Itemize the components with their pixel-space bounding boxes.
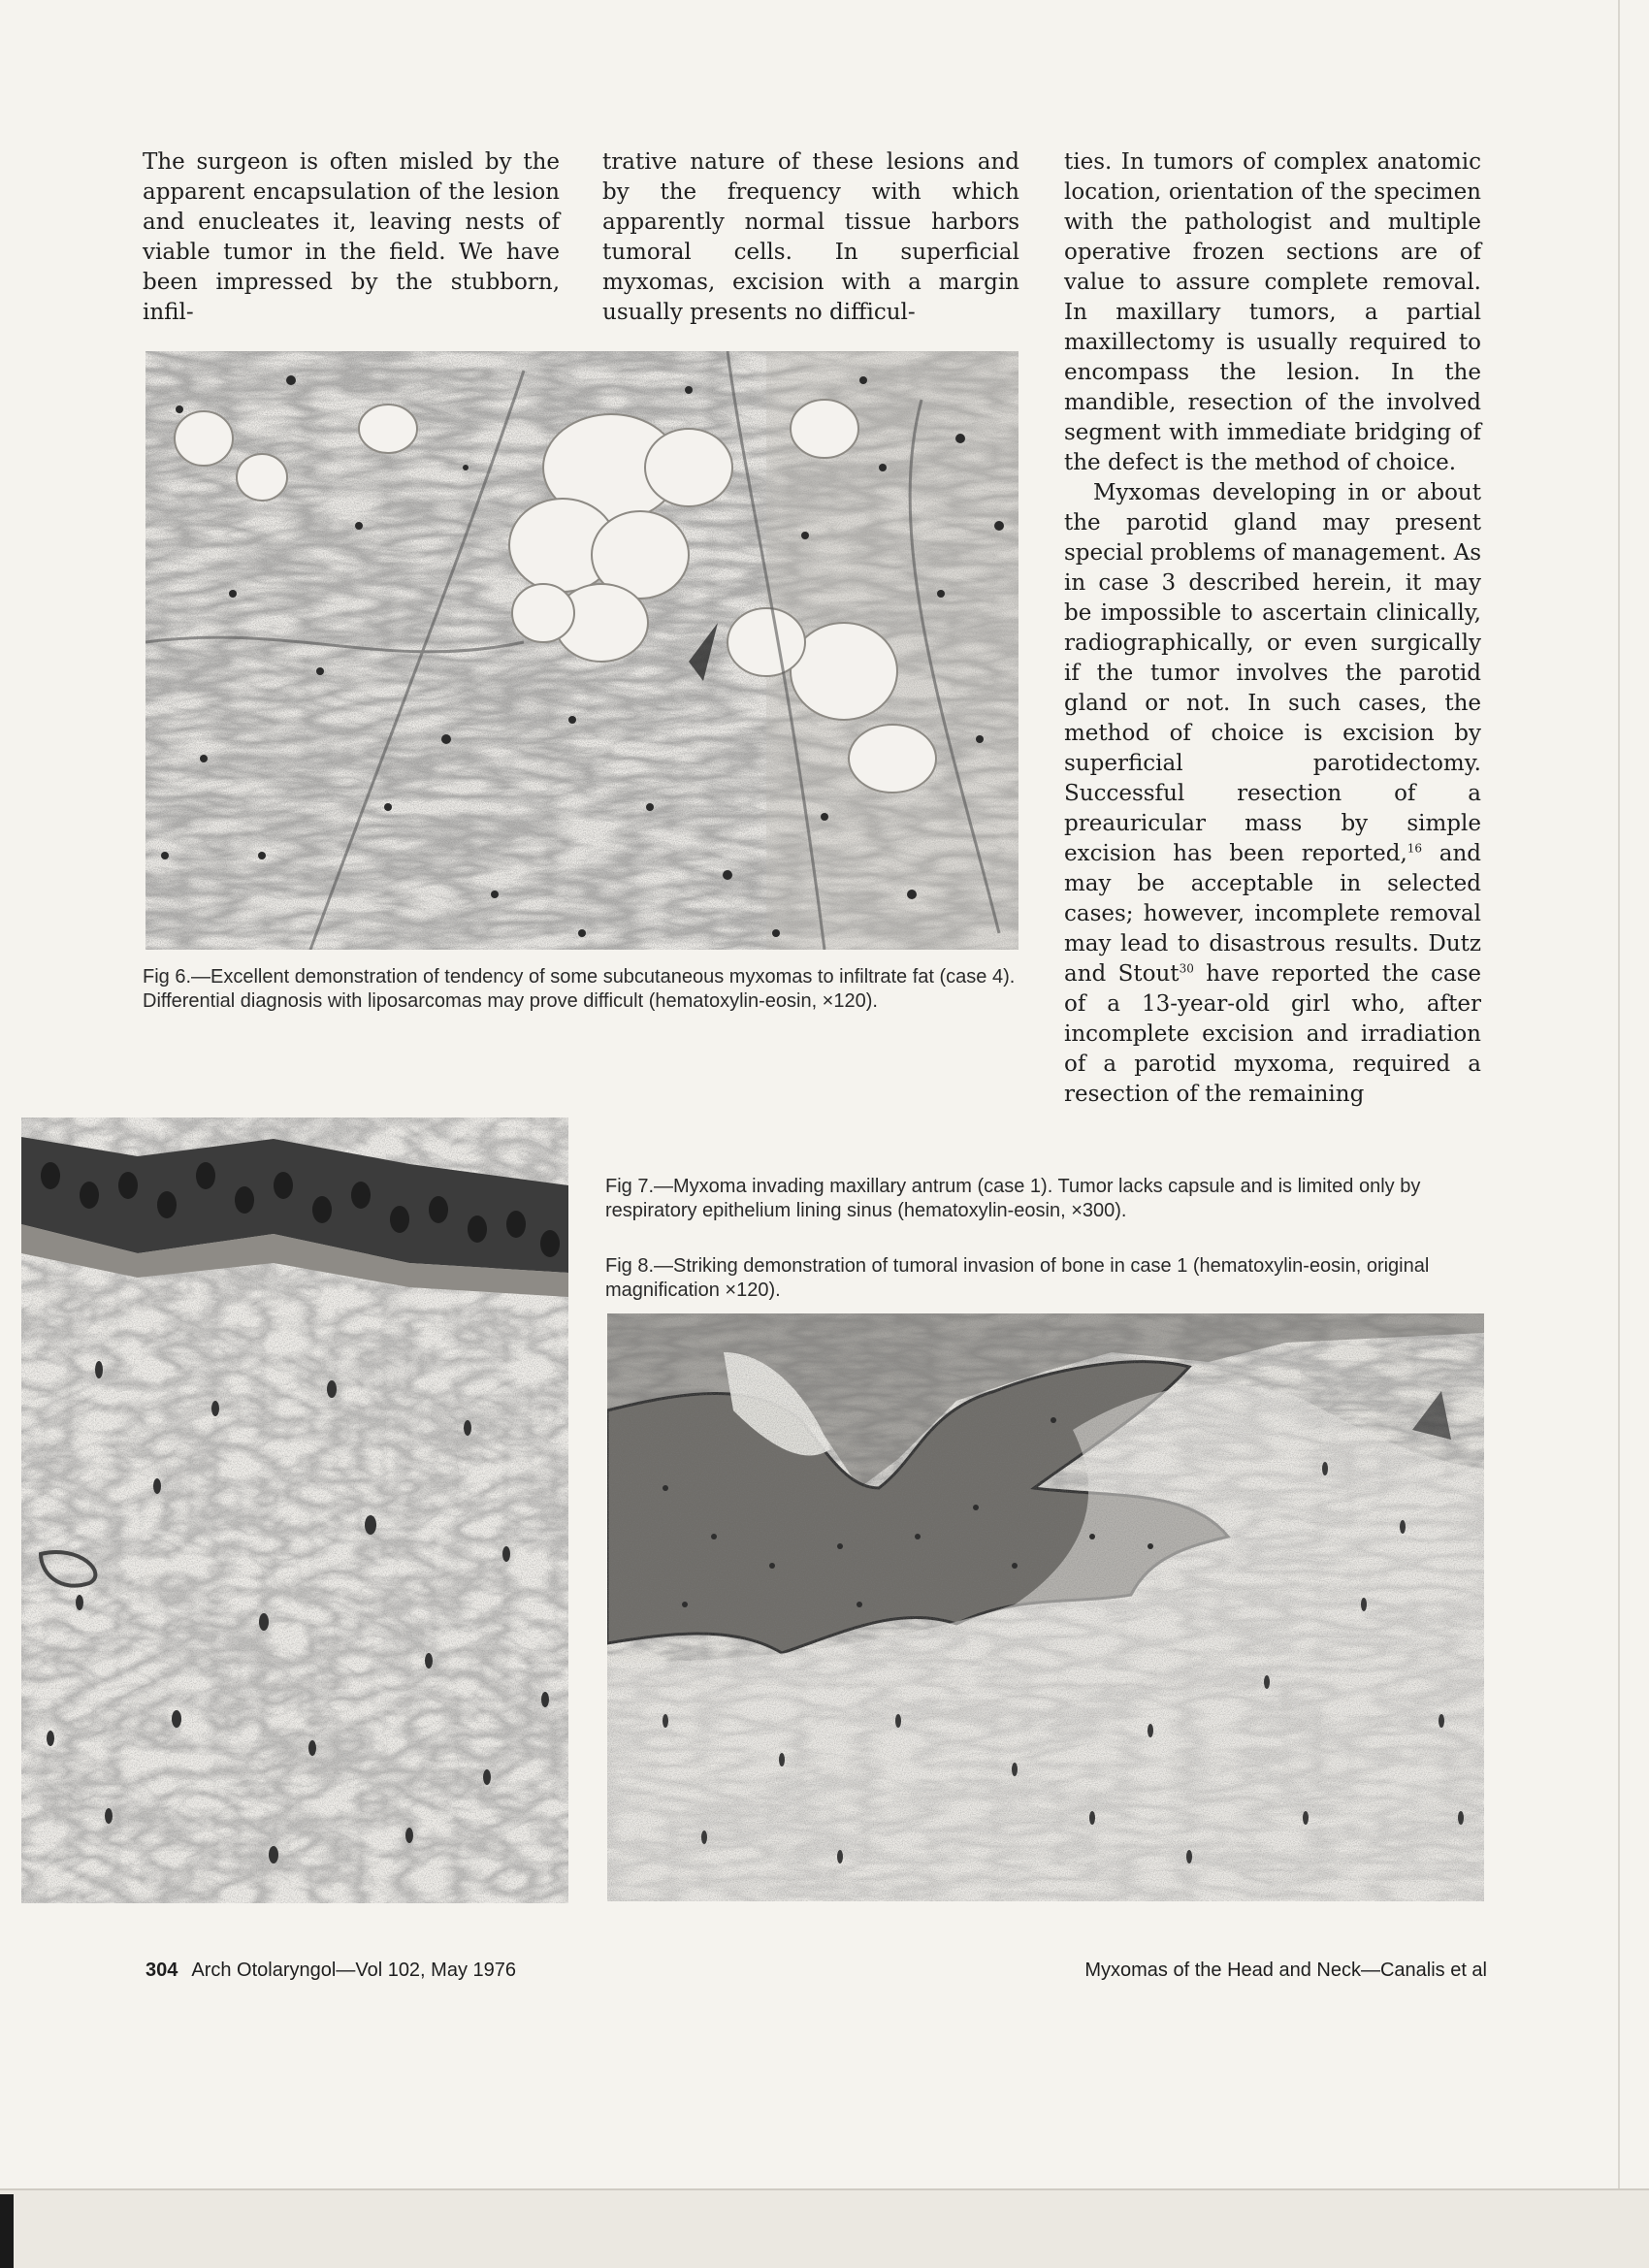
text-segment: Myxomas developing in or about the parotid gland may present special problems of management. As in case 3 described herein, it may be impossible to ascertain clinically, radiographically, or even surgically if the tumor involves the parotid gland or not. In such cases, the method of choice is excision by superficial parotidectomy. Successful resection of a preauricular mass by simple excision has been reported, (1064, 480, 1481, 866)
footer-citation (146, 1958, 516, 1983)
figure-6-caption: Fig 6.—Excellent demonstration of tendency of some subcutaneous myxomas to infiltrate fat (case 4). Differential diagnosis with liposarcomas may prove difficult (hematoxylin-eosin, ×120). (143, 966, 1016, 1012)
reference-30: 30 (1179, 961, 1194, 976)
paragraph: ties. In tumors of complex anatomic location, orientation of the specimen with the pathologist and multiple operative frozen sections are of value to assure complete removal. In maxillary tumors, a partial maxillectomy is usually required to encompass the lesion. In the mandible, resection of the involved segment with immediate bridging of the defect is the method of choice. (1064, 149, 1481, 475)
page-number: 304 (146, 1960, 178, 1981)
figure-8-micrograph (607, 1313, 1484, 1901)
text-column-3 (1064, 147, 1481, 1110)
paragraph (1064, 478, 1481, 1110)
reference-16: 16 (1406, 841, 1423, 856)
figure-7-micrograph (21, 1118, 568, 1903)
figure-8-caption: Fig 8.—Striking demonstration of tumoral invasion of bone in case 1 (hematoxylin-eosin, original magnification ×120). (605, 1255, 1430, 1301)
paragraph: trative nature of these lesions and by the frequency with which apparently normal tissue harbors tumoral cells. In superficial myxomas, excision with a margin usually presents no difficul- (602, 149, 1019, 325)
scan-background (0, 2190, 1649, 2268)
text-segment: have reported the case of a 13-year-old girl who, after incomplete excision and irradiation of a parotid myxoma, required a resection of the remaining (1064, 961, 1481, 1107)
figure-6-micrograph (146, 351, 1018, 950)
scan-shadow (0, 2194, 14, 2268)
paper-edge (1618, 0, 1620, 2268)
text-segment: and may be acceptable in selected cases; however, incomplete removal may lead to disastrous results. Dutz and Stout (1064, 841, 1481, 987)
text-column-2 (602, 147, 1019, 328)
running-title: Myxomas of the Head and Neck—Canalis et al (1084, 1960, 1487, 1981)
paragraph: The surgeon is often misled by the apparent encapsulation of the lesion and enucleates it, leaving nests of viable tumor in the field. We have been impressed by the stubborn, infil- (143, 149, 560, 325)
journal-citation: Arch Otolaryngol—Vol 102, May 1976 (191, 1960, 517, 1981)
text-column-1 (143, 147, 560, 328)
figure-7-caption: Fig 7.—Myxoma invading maxillary antrum (case 1). Tumor lacks capsule and is limited only by respiratory epithelium lining sinus (hematoxylin-eosin, ×300). (605, 1176, 1421, 1221)
